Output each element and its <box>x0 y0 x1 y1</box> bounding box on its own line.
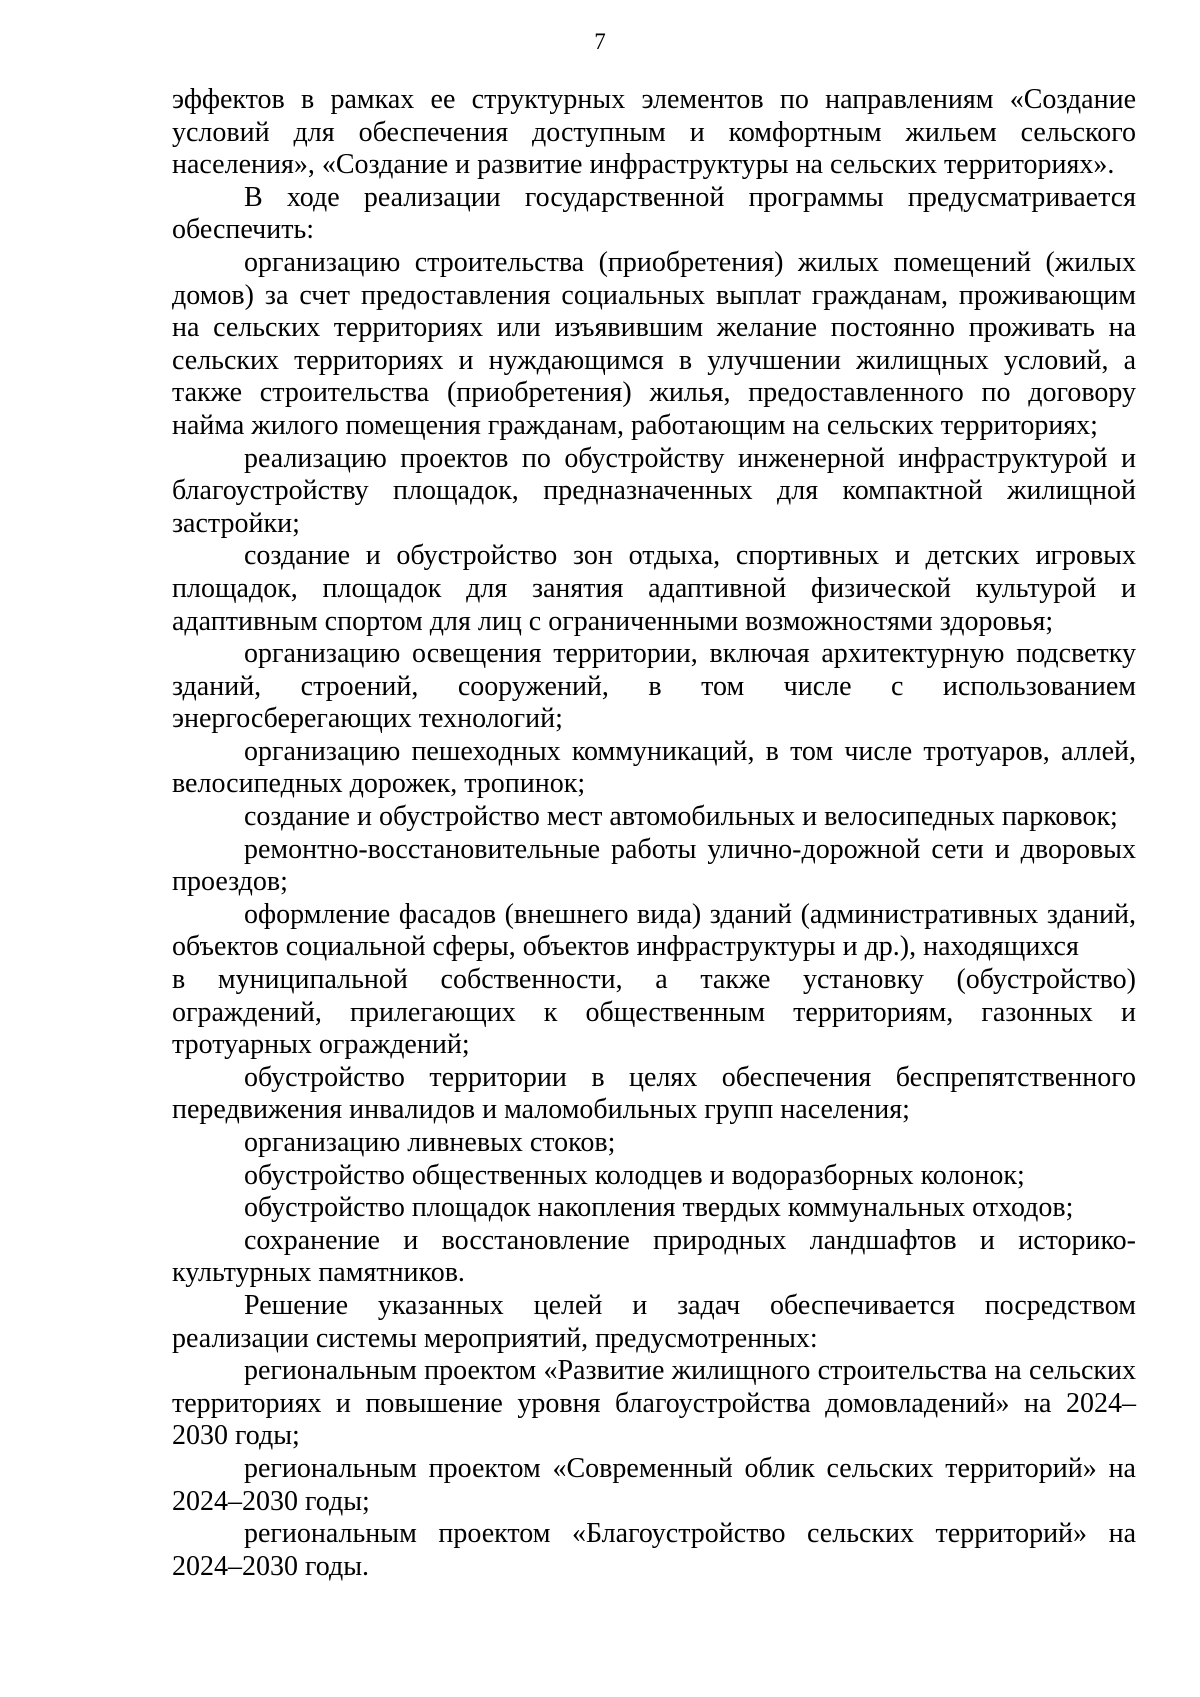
list-item: обустройство территории в целях обеспечения беспрепятственного передвижения инвалидов и маломобильных групп населения; <box>172 1061 1136 1126</box>
list-item: региональным проектом «Благоустройство сельских территорий» на 2024–2030 годы. <box>172 1518 1136 1582</box>
list-item: организацию пешеходных коммуникаций, в том числе тротуаров, аллей, велосипедных дорожек, тропинок; <box>172 735 1136 800</box>
list-item: создание и обустройство зон отдыха, спортивных и детских игровых площадок, площадок для занятия адаптивной физической культурой и адаптивным спортом для лиц с ограниченными возможностями здоровья; <box>172 540 1136 637</box>
list-item: реализацию проектов по обустройству инженерной инфраструктурой и благоустройству площадок, предназначенных для компактной жилищной застройки; <box>172 442 1136 539</box>
list-item: оформление фасадов (внешнего вида) зданий (административных зданий, объектов социальной сферы, объектов инфраструктуры и др.), находящихся <box>172 898 1136 963</box>
page-number: 7 <box>594 29 606 54</box>
list-item: ремонтно-восстановительные работы улично-дорожной сети и дворовых проездов; <box>172 833 1136 898</box>
list-item: сохранение и восстановление природных ландшафтов и историко-культурных памятников. <box>172 1224 1136 1289</box>
list-item: региональным проектом «Развитие жилищного строительства на сельских территориях и повышение уровня благоустройства домовладений» на 2024–2030 годы; <box>172 1355 1136 1452</box>
list-item: организацию освещения территории, включая архитектурную подсветку зданий, строений, сооружений, в том числе с использованием энергосберегающих технологий; <box>172 638 1136 735</box>
document-body <box>172 84 1136 1583</box>
list-item: обустройство общественных колодцев и водоразборных колонок; <box>244 1159 1025 1191</box>
paragraph: В ходе реализации государственной программы предусматривается обеспечить: <box>172 181 1136 246</box>
paragraph: Решение указанных целей и задач обеспечивается посредством реализации системы мероприятий, предусмотренных: <box>172 1289 1136 1354</box>
list-item: создание и обустройство мест автомобильных и велосипедных парковок; <box>244 801 1118 833</box>
paragraph: эффектов в рамках ее структурных элементов по направлениям «Создание условий для обеспечения доступным и комфортным жильем сельского населения», «Создание и развитие инфраструктуры на сельских территориях». <box>172 84 1136 181</box>
list-item: организацию ливневых стоков; <box>244 1127 616 1158</box>
list-item: организацию строительства (приобретения) жилых помещений (жилых домов) за счет предоставления социальных выплат гражданам, проживающим на сельских территориях или изъявившим желание постоянно проживать на сельских территориях и нуждающимся в улучшении жилищных условий, а также строительства (приобретения) жилья, предоставленного по договору найма жилого помещения гражданам, работающим на сельских территориях; <box>172 246 1136 441</box>
list-item: региональным проектом «Современный облик сельских территорий» на 2024–2030 годы; <box>172 1452 1136 1517</box>
list-item: обустройство площадок накопления твердых коммунальных отходов; <box>244 1192 1074 1224</box>
list-item-continuation: в муниципальной собственности, а также установку (обустройство) ограждений, прилегающих к общественным территориям, газонных и тротуарных ограждений; <box>172 964 1136 1061</box>
